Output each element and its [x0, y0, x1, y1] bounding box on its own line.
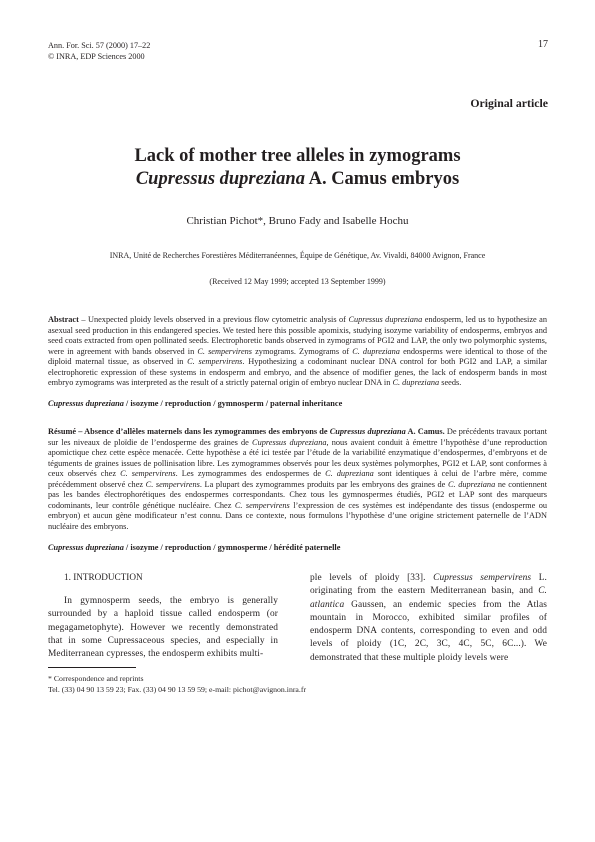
received-dates: (Received 12 May 1999; accepted 13 September 1999) — [209, 277, 386, 286]
footnote-contact: Tel. (33) 04 90 13 59 23; Fax. (33) 04 90 13 59 59; e-mail: pichot@avignon.inra.fr — [48, 684, 307, 694]
footnote-correspondence: * Correspondence and reprints — [48, 674, 144, 683]
title-species: Cupressus dupreziana — [135, 169, 305, 189]
mots-cles: Cupressus dupreziana / isozyme / reproduction / gymnosperme / hérédité paternelle — [48, 543, 341, 552]
article-title — [40, 145, 555, 191]
page-number: 17 — [538, 39, 548, 50]
keywords: Cupressus dupreziana / isozyme / reproduction / gymnosperm / paternal inheritance — [48, 399, 343, 408]
abstract: Abstract – Unexpected ploidy levels observed in a previous flow cytometric analysis of Cupressus dupreziana endosperm, led us to hypothesize an asexual seed production in this endangered species. We tested here this possible apomixis, studying isozyme variability of endosperms, embryos and seed coats extracted from open pollinated seeds. Electrophoretic bands observed in zymograms of PGI2 and LAP, the only two polymorphic systems, were in agreement with bands observed in C. sempervirens zymograms. Zymograms of C. dupreziana endosperms were identical to those of the diploid maternal tissue, as observed in C. sempervirens. Hypothesizing a codominant nuclear DNA control for both PGI2 and LAP, a similar electrophoretic expression of these systems in endosperm and embryo, and the absence of modifier genes, the lack of endosperm bands in most embryo zymograms was interpreted as the result of a strictly paternal origin of embryo nuclear DNA in C. dupreziana seeds. — [48, 315, 548, 387]
authors: Christian Pichot*, Bruno Fady and Isabelle Hochu — [186, 215, 409, 227]
right-column-paragraph: ple levels of ploidy [33]. Cupressus sempervirens L. originating from the eastern Mediterranean basin, and C. atlantica Gaussen, an endemic species from the Atlas mountain in Morocco, exhibited similar profiles of endosperm DNA contents, corresponding to even and odd levels of ploidy (1C, 2C, 3C, 4C, 5C, 6C...). We demonstrated that these multiple ploidy levels were — [310, 573, 547, 663]
article-type: Original article — [470, 96, 548, 110]
title-line-2: Cupressus dupreziana A. Camus embryos — [135, 169, 460, 189]
resume-label: Résumé – Absence d’allèles maternels dans les zymogrammes des embryons de Cupressus dupreziana A. Camus. — [48, 427, 445, 436]
introduction-paragraph: In gymnosperm seeds, the embryo is generally surrounded by a haploid tissue called endosperm (or megagametophyte). However we recently demonstrated that in some Cupressaceous species, and especially in Mediterranean cypresses, the endosperm exhibits multi- — [48, 596, 278, 660]
abstract-label: Abstract — [48, 315, 79, 324]
affiliation: INRA, Unité de Recherches Forestières Méditerranéennes, Équipe de Génétique, Av. Vivaldi, 84000 Avignon, France — [109, 251, 486, 260]
footnote — [48, 674, 306, 695]
footnote-rule — [48, 667, 136, 668]
journal-citation: Ann. For. Sci. 57 (2000) 17–22 — [48, 41, 151, 50]
copyright-line: © INRA, EDP Sciences 2000 — [48, 52, 145, 61]
running-header — [48, 40, 150, 62]
section-heading-introduction: 1. INTRODUCTION — [64, 572, 143, 582]
resume: Résumé – Absence d’allèles maternels dans les zymogrammes des embryons de Cupressus dupreziana A. Camus. De précédents travaux portant sur les niveaux de ploïdie de l’endosperme des graines de Cupressus dupreziana, nous avaient conduit à émettre l’hypothèse d’une reproduction apomictique chez cette espèce menacée. Cette hypothèse a été ici testée par l’étude de la variabilité enzymatique d’endospermes, d’embryons et de téguments de graines issues de pollinisation libre. Les zymogrammes observés pour les deux systèmes polymorphes, PGI2 et LAP, sont conformes à ceux observés chez C. sempervirens. Les zymogrammes des endospermes de C. dupreziana sont identiques à celui de l’arbre mère, comme précédemment observé chez C. sempervirens. La plupart des zymogrammes produits par les embryons des graines de C. dupreziana ne contiennent pas les bandes électrophorétiques des endospermes correspondants. Chez tous les gymnospermes étudiés, PGI2 et LAP sont des marqueurs codominants, leur contrôle génétique nucléaire. Chez C. sempervirens l’expression de ces systèmes est indépendante des tissus (endosperme ou embryon) et aucun gène modificateur n’est connu. Dans ce contexte, nous formulons l’hypothèse d’une origine strictement paternelle de l’ADN nucléaire des embryons. — [48, 427, 547, 531]
title-line-1: Lack of mother tree alleles in zymograms — [134, 146, 461, 166]
